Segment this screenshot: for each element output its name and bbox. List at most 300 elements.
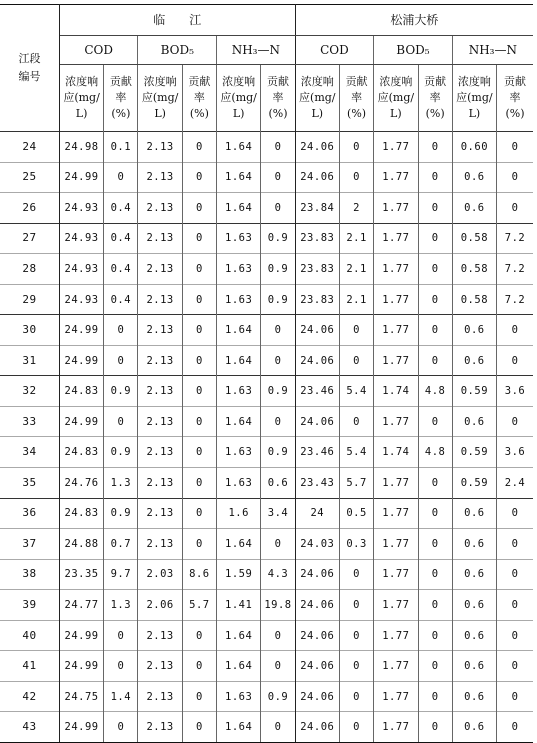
concentration-cell: 24.93 [59, 284, 103, 315]
concentration-header: 浓度响应(mg/L) [217, 65, 261, 132]
contribution-cell: 8.6 [182, 559, 216, 590]
contribution-cell: 0 [104, 406, 138, 437]
concentration-cell: 1.77 [374, 193, 418, 224]
concentration-cell: 2.13 [138, 376, 182, 407]
segment-id: 29 [0, 284, 59, 315]
concentration-cell: 24.83 [59, 498, 103, 529]
contribution-cell: 0 [104, 712, 138, 743]
contribution-cell: 0 [182, 223, 216, 254]
concentration-cell: 2.13 [138, 132, 182, 163]
concentration-cell: 1.77 [374, 620, 418, 651]
table-row [0, 345, 533, 376]
contribution-cell: 0 [261, 712, 295, 743]
concentration-cell: 0.6 [452, 529, 496, 560]
contribution-cell: 2.1 [339, 284, 373, 315]
contribution-cell: 0 [497, 529, 533, 560]
contribution-header: 贡献率(%) [504, 75, 527, 120]
concentration-cell: 0.6 [452, 162, 496, 193]
concentration-cell: 1.64 [217, 406, 261, 437]
concentration-cell: 2.13 [138, 498, 182, 529]
concentration-cell: 1.64 [217, 620, 261, 651]
contribution-cell: 0 [261, 406, 295, 437]
segment-id: 28 [0, 254, 59, 285]
concentration-cell: 0.58 [452, 254, 496, 285]
concentration-cell: 24.99 [59, 712, 103, 743]
concentration-cell: 24.06 [295, 712, 339, 743]
contribution-cell: 0 [418, 162, 452, 193]
table-row [0, 559, 533, 590]
contribution-cell: 0 [418, 529, 452, 560]
concentration-cell: 0.59 [452, 468, 496, 499]
segment-id: 33 [0, 406, 59, 437]
contribution-cell: 0 [497, 590, 533, 621]
concentration-cell: 24.99 [59, 406, 103, 437]
concentration-cell: 24.93 [59, 223, 103, 254]
concentration-cell: 24.99 [59, 651, 103, 682]
concentration-cell: 1.59 [217, 559, 261, 590]
segment-id: 26 [0, 193, 59, 224]
pollutant-header: COD [59, 36, 138, 65]
station-header-linjiang: 临 江 [59, 5, 295, 36]
contribution-cell: 0.4 [104, 284, 138, 315]
contribution-cell: 0 [418, 498, 452, 529]
concentration-cell: 1.63 [217, 468, 261, 499]
contribution-cell: 5.7 [339, 468, 373, 499]
concentration-cell: 0.6 [452, 681, 496, 712]
contribution-cell: 0 [418, 223, 452, 254]
concentration-cell: 24.06 [295, 406, 339, 437]
contribution-cell: 0 [182, 193, 216, 224]
contribution-cell: 3.6 [497, 376, 533, 407]
concentration-cell: 0.6 [452, 193, 496, 224]
table-row [0, 498, 533, 529]
concentration-cell: 1.6 [217, 498, 261, 529]
concentration-cell: 1.63 [217, 223, 261, 254]
concentration-cell: 2.13 [138, 345, 182, 376]
contribution-cell: 0 [339, 590, 373, 621]
contribution-cell: 0 [339, 651, 373, 682]
contribution-cell: 0 [182, 376, 216, 407]
contribution-cell: 7.2 [497, 284, 533, 315]
contribution-cell: 0 [497, 651, 533, 682]
concentration-cell: 23.46 [295, 376, 339, 407]
concentration-cell: 24.99 [59, 162, 103, 193]
contribution-cell: 0 [339, 712, 373, 743]
contribution-cell: 0 [182, 284, 216, 315]
concentration-cell: 24.06 [295, 681, 339, 712]
concentration-cell: 24.83 [59, 376, 103, 407]
segment-id: 25 [0, 162, 59, 193]
concentration-cell: 23.35 [59, 559, 103, 590]
contribution-cell: 0 [418, 132, 452, 163]
concentration-cell: 23.84 [295, 193, 339, 224]
data-table [0, 4, 533, 743]
contribution-cell: 9.7 [104, 559, 138, 590]
contribution-cell: 7.2 [497, 254, 533, 285]
contribution-cell: 4.8 [418, 437, 452, 468]
table-row [0, 529, 533, 560]
contribution-cell: 0 [497, 620, 533, 651]
concentration-cell: 2.13 [138, 620, 182, 651]
concentration-header: 浓度响应(mg/L) [452, 65, 496, 132]
contribution-cell: 0 [261, 162, 295, 193]
segment-id: 41 [0, 651, 59, 682]
concentration-cell: 24.76 [59, 468, 103, 499]
concentration-cell: 1.64 [217, 162, 261, 193]
contribution-cell: 0 [339, 620, 373, 651]
concentration-cell: 24.75 [59, 681, 103, 712]
concentration-cell: 0.6 [452, 315, 496, 346]
concentration-cell: 23.83 [295, 223, 339, 254]
concentration-header: 浓度响应(mg/L) [295, 65, 339, 132]
contribution-cell: 1.3 [104, 590, 138, 621]
contribution-cell: 5.4 [339, 437, 373, 468]
concentration-cell: 2.13 [138, 406, 182, 437]
contribution-cell: 0.9 [104, 376, 138, 407]
pollutant-header: NH₃—N [452, 36, 533, 65]
concentration-cell: 24 [295, 498, 339, 529]
segment-id: 37 [0, 529, 59, 560]
contribution-cell: 0 [418, 712, 452, 743]
contribution-cell: 0 [261, 193, 295, 224]
contribution-cell: 0 [497, 406, 533, 437]
concentration-cell: 24.88 [59, 529, 103, 560]
table-row [0, 681, 533, 712]
pollutant-header: BOD₅ [374, 36, 453, 65]
concentration-cell: 1.77 [374, 345, 418, 376]
contribution-cell: 0 [261, 651, 295, 682]
table-row [0, 315, 533, 346]
concentration-cell: 0.6 [452, 559, 496, 590]
concentration-cell: 24.83 [59, 437, 103, 468]
contribution-cell: 0 [261, 315, 295, 346]
segment-id: 32 [0, 376, 59, 407]
segment-id: 36 [0, 498, 59, 529]
contribution-cell: 0 [182, 651, 216, 682]
concentration-cell: 1.77 [374, 529, 418, 560]
contribution-cell: 0 [182, 345, 216, 376]
concentration-cell: 1.77 [374, 681, 418, 712]
segment-id: 38 [0, 559, 59, 590]
concentration-cell: 23.83 [295, 254, 339, 285]
table-row [0, 712, 533, 743]
contribution-cell: 0.9 [104, 498, 138, 529]
table-row [0, 254, 533, 285]
concentration-cell: 1.77 [374, 132, 418, 163]
contribution-header: 贡献率(%) [418, 65, 452, 132]
contribution-cell: 0 [418, 651, 452, 682]
concentration-cell: 1.77 [374, 315, 418, 346]
concentration-cell: 1.77 [374, 254, 418, 285]
contribution-cell: 0 [104, 620, 138, 651]
concentration-cell: 2.13 [138, 193, 182, 224]
concentration-cell: 2.13 [138, 651, 182, 682]
segment-header: 江段编号 [0, 5, 59, 132]
concentration-cell: 24.06 [295, 162, 339, 193]
segment-id: 31 [0, 345, 59, 376]
contribution-cell: 0 [261, 529, 295, 560]
contribution-cell: 0 [418, 254, 452, 285]
contribution-cell: 0 [182, 620, 216, 651]
contribution-cell: 0 [339, 559, 373, 590]
contribution-cell: 0 [339, 315, 373, 346]
concentration-header: 浓度响应(mg/L) [59, 65, 103, 132]
contribution-cell: 0 [418, 559, 452, 590]
contribution-cell: 0 [497, 193, 533, 224]
concentration-cell: 1.64 [217, 193, 261, 224]
concentration-cell: 24.06 [295, 620, 339, 651]
contribution-cell: 0 [182, 406, 216, 437]
contribution-cell: 0 [104, 651, 138, 682]
concentration-cell: 1.64 [217, 651, 261, 682]
concentration-cell: 1.74 [374, 376, 418, 407]
concentration-cell: 0.6 [452, 406, 496, 437]
contribution-cell: 2.4 [497, 468, 533, 499]
contribution-cell: 0 [182, 162, 216, 193]
contribution-cell: 0 [104, 315, 138, 346]
contribution-cell: 0.9 [261, 681, 295, 712]
contribution-cell: 0 [339, 162, 373, 193]
concentration-cell: 2.13 [138, 681, 182, 712]
table-row [0, 132, 533, 163]
concentration-cell: 1.77 [374, 651, 418, 682]
contribution-cell: 1.4 [104, 681, 138, 712]
concentration-cell: 24.98 [59, 132, 103, 163]
concentration-cell: 24.93 [59, 193, 103, 224]
concentration-cell: 1.64 [217, 529, 261, 560]
pollutant-header: BOD₅ [138, 36, 217, 65]
station-header-songpu: 松浦大桥 [295, 5, 533, 36]
contribution-cell: 0 [182, 437, 216, 468]
concentration-cell: 24.99 [59, 345, 103, 376]
concentration-cell: 1.41 [217, 590, 261, 621]
concentration-cell: 2.13 [138, 529, 182, 560]
concentration-header: 浓度响应(mg/L) [138, 65, 182, 132]
table-row [0, 590, 533, 621]
concentration-cell: 0.60 [452, 132, 496, 163]
contribution-cell: 0 [261, 132, 295, 163]
contribution-cell: 0.4 [104, 254, 138, 285]
contribution-cell: 1.3 [104, 468, 138, 499]
contribution-header: 贡献率(%) [182, 65, 216, 132]
table-row [0, 162, 533, 193]
contribution-cell: 0.9 [261, 437, 295, 468]
concentration-cell: 1.63 [217, 376, 261, 407]
contribution-cell: 0 [339, 406, 373, 437]
concentration-cell: 1.64 [217, 315, 261, 346]
segment-id: 43 [0, 712, 59, 743]
concentration-cell: 24.93 [59, 254, 103, 285]
table-row [0, 193, 533, 224]
concentration-cell: 0.59 [452, 437, 496, 468]
contribution-cell: 0 [418, 406, 452, 437]
contribution-cell: 0 [182, 498, 216, 529]
contribution-cell: 0.7 [104, 529, 138, 560]
contribution-header: 贡献率(%) [339, 65, 373, 132]
table-row [0, 406, 533, 437]
contribution-cell: 19.8 [261, 590, 295, 621]
concentration-cell: 1.63 [217, 437, 261, 468]
contribution-cell: 0 [418, 590, 452, 621]
table-row [0, 284, 533, 315]
contribution-cell: 0 [182, 468, 216, 499]
concentration-cell: 2.06 [138, 590, 182, 621]
concentration-cell: 2.13 [138, 223, 182, 254]
concentration-cell: 1.77 [374, 590, 418, 621]
concentration-cell: 1.77 [374, 712, 418, 743]
contribution-cell: 0 [497, 498, 533, 529]
concentration-cell: 1.63 [217, 284, 261, 315]
concentration-cell: 23.83 [295, 284, 339, 315]
contribution-cell: 0 [182, 315, 216, 346]
contribution-cell: 0 [497, 681, 533, 712]
concentration-cell: 2.03 [138, 559, 182, 590]
contribution-header: 贡献率(%) [261, 65, 295, 132]
contribution-cell: 0 [182, 254, 216, 285]
contribution-cell: 0 [182, 681, 216, 712]
concentration-cell: 0.6 [452, 712, 496, 743]
contribution-cell: 0.5 [339, 498, 373, 529]
contribution-cell: 0 [182, 712, 216, 743]
contribution-cell: 0.4 [104, 223, 138, 254]
contribution-cell: 2.1 [339, 223, 373, 254]
concentration-cell: 1.64 [217, 712, 261, 743]
segment-id: 42 [0, 681, 59, 712]
concentration-cell: 24.03 [295, 529, 339, 560]
contribution-cell: 0 [261, 345, 295, 376]
contribution-cell: 4.3 [261, 559, 295, 590]
concentration-cell: 24.77 [59, 590, 103, 621]
contribution-cell: 0 [497, 345, 533, 376]
segment-id: 24 [0, 132, 59, 163]
segment-id: 35 [0, 468, 59, 499]
contribution-cell: 0 [182, 132, 216, 163]
concentration-cell: 0.6 [452, 498, 496, 529]
contribution-cell: 0.9 [261, 254, 295, 285]
contribution-cell: 0.9 [261, 223, 295, 254]
concentration-cell: 24.06 [295, 559, 339, 590]
table-row [0, 437, 533, 468]
contribution-cell: 0 [104, 162, 138, 193]
segment-id: 39 [0, 590, 59, 621]
contribution-cell: 0 [339, 132, 373, 163]
concentration-cell: 1.77 [374, 406, 418, 437]
concentration-cell: 23.46 [295, 437, 339, 468]
concentration-cell: 0.59 [452, 376, 496, 407]
concentration-cell: 2.13 [138, 254, 182, 285]
pollutant-header: COD [295, 36, 374, 65]
concentration-cell: 1.74 [374, 437, 418, 468]
pollutant-header: NH₃—N [217, 36, 296, 65]
concentration-cell: 0.58 [452, 284, 496, 315]
segment-id: 40 [0, 620, 59, 651]
contribution-cell: 2 [339, 193, 373, 224]
concentration-cell: 1.63 [217, 681, 261, 712]
concentration-cell: 0.6 [452, 590, 496, 621]
concentration-cell: 24.06 [295, 651, 339, 682]
contribution-cell: 0.4 [104, 193, 138, 224]
contribution-cell: 0 [418, 345, 452, 376]
concentration-cell: 24.06 [295, 345, 339, 376]
contribution-cell: 0.9 [261, 376, 295, 407]
segment-id: 34 [0, 437, 59, 468]
contribution-cell: 0 [339, 681, 373, 712]
contribution-cell: 0 [418, 681, 452, 712]
concentration-cell: 2.13 [138, 315, 182, 346]
concentration-cell: 24.06 [295, 590, 339, 621]
table-row [0, 468, 533, 499]
concentration-cell: 24.99 [59, 315, 103, 346]
concentration-cell: 2.13 [138, 437, 182, 468]
contribution-cell: 0 [418, 468, 452, 499]
concentration-cell: 24.06 [295, 315, 339, 346]
contribution-cell: 0.9 [261, 284, 295, 315]
concentration-cell: 0.6 [452, 345, 496, 376]
concentration-cell: 2.13 [138, 162, 182, 193]
contribution-cell: 5.4 [339, 376, 373, 407]
contribution-cell: 5.7 [182, 590, 216, 621]
concentration-cell: 1.63 [217, 254, 261, 285]
contribution-cell: 0 [418, 284, 452, 315]
contribution-cell: 0 [418, 315, 452, 346]
concentration-cell: 2.13 [138, 284, 182, 315]
contribution-cell: 0 [339, 345, 373, 376]
contribution-cell: 0 [497, 712, 533, 743]
contribution-cell: 2.1 [339, 254, 373, 285]
concentration-cell: 1.77 [374, 162, 418, 193]
contribution-cell: 0 [497, 315, 533, 346]
contribution-cell: 0.1 [104, 132, 138, 163]
contribution-cell: 0.9 [104, 437, 138, 468]
concentration-cell: 0.6 [452, 620, 496, 651]
contribution-header: 贡献率(%) [104, 65, 138, 132]
concentration-cell: 1.77 [374, 559, 418, 590]
contribution-cell: 4.8 [418, 376, 452, 407]
concentration-cell: 0.58 [452, 223, 496, 254]
contribution-cell: 0 [418, 620, 452, 651]
contribution-cell: 3.4 [261, 498, 295, 529]
concentration-cell: 2.13 [138, 712, 182, 743]
table-row [0, 376, 533, 407]
contribution-cell: 0 [497, 162, 533, 193]
concentration-cell: 2.13 [138, 468, 182, 499]
table-row [0, 223, 533, 254]
contribution-cell: 0 [182, 529, 216, 560]
contribution-cell: 0 [261, 620, 295, 651]
concentration-cell: 1.64 [217, 345, 261, 376]
concentration-cell: 1.77 [374, 498, 418, 529]
concentration-cell: 1.64 [217, 132, 261, 163]
concentration-cell: 24.99 [59, 620, 103, 651]
concentration-cell: 1.77 [374, 284, 418, 315]
contribution-cell: 0 [418, 193, 452, 224]
contribution-cell: 0 [497, 559, 533, 590]
contribution-cell: 0 [104, 345, 138, 376]
concentration-cell: 0.6 [452, 651, 496, 682]
concentration-cell: 1.77 [374, 468, 418, 499]
contribution-cell: 0.6 [261, 468, 295, 499]
segment-id: 27 [0, 223, 59, 254]
contribution-cell: 3.6 [497, 437, 533, 468]
table-row [0, 620, 533, 651]
concentration-cell: 1.77 [374, 223, 418, 254]
table-row [0, 651, 533, 682]
concentration-header: 浓度响应(mg/L) [374, 65, 418, 132]
concentration-cell: 24.06 [295, 132, 339, 163]
contribution-cell: 0 [497, 132, 533, 163]
contribution-cell: 7.2 [497, 223, 533, 254]
concentration-cell: 23.43 [295, 468, 339, 499]
